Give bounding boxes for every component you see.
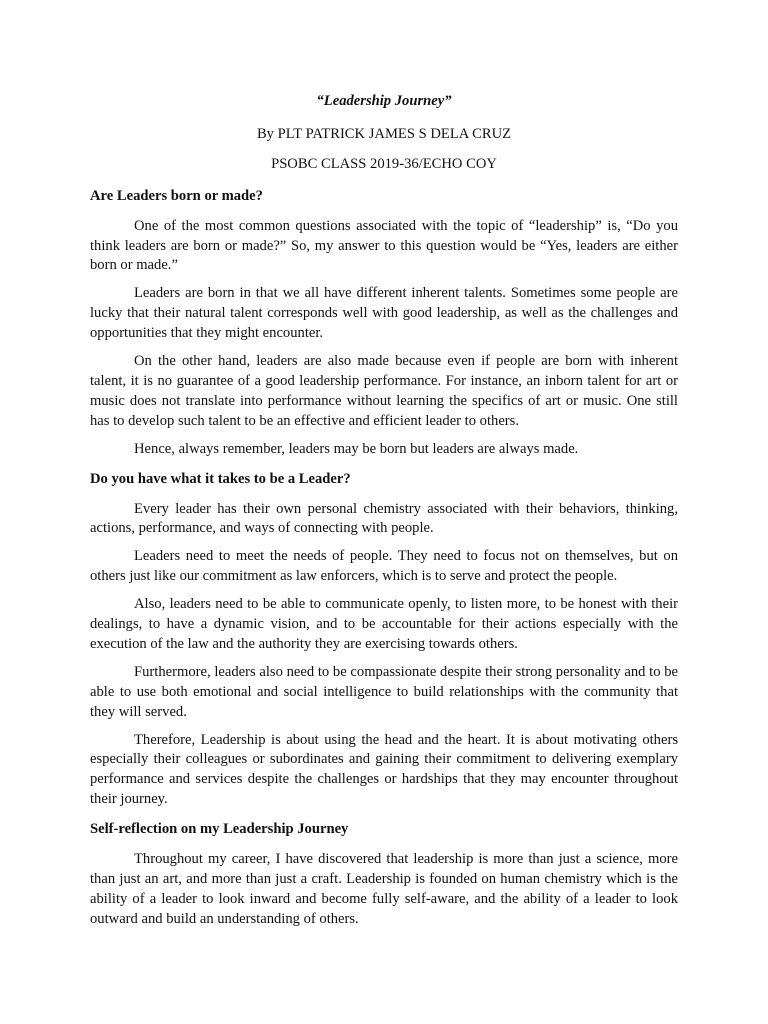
paragraph: Leaders need to meet the needs of people. They need to focus not on themselves, but on others just like our commitment as law enforcers, which is to serve and protect the people. [90,548,678,585]
paragraph: Furthermore, leaders also need to be compassionate despite their strong personality and to be able to use both emotional and social intelligence to build relationships with the community that they will served. [90,663,678,720]
paragraph: One of the most common questions associated with the topic of “leadership” is, “Do you think leaders are born or made?” So, my answer to this question would be “Yes, leaders are either born or made.” [90,217,678,274]
section-self-reflection [90,820,678,930]
document-byline: By PLT PATRICK JAMES S DELA CRUZ [256,125,512,142]
paragraph: Leaders are born in that we all have different inherent talents. Sometimes some people are lucky that their natural talent corresponds well with good leadership, as well as the challenges and opportunities that they might encounter. [90,285,678,342]
paragraph: Throughout my career, I have discovered that leadership is more than just a science, more than just an art, and more than just a craft. Leadership is founded on human chemistry which is the ability of a leader to look inward and become fully self-aware, and the ability of a leader to look outward and build an understanding of others. [90,851,678,927]
section-what-it-takes [90,470,678,811]
paragraph: Every leader has their own personal chemistry associated with their behaviors, thinking, actions, performance, and ways of connecting with people. [90,500,678,537]
paragraph: On the other hand, leaders are also made because even if people are born with inherent talent, it is no guarantee of a good leadership performance. For instance, an inborn talent for art or music does not translate into performance without learning the specifics of art or music. One still has to develop such talent to be an effective and efficient leader to others. [90,353,678,429]
paragraph: Also, leaders need to be able to communicate openly, to listen more, to be honest with their dealings, to have a dynamic vision, and to be accountable for their actions especially with the execution of the law and the authority they are exercising towards others. [90,596,678,652]
document-class-line: PSOBC CLASS 2019-36/ECHO COY [271,155,497,172]
paragraph: Therefore, Leadership is about using the head and the heart. It is about motivating others especially their colleagues or subordinates and gaining their commitment to delivering exemplary performance and services despite the challenges or hardships that they may encounter throughout their journey. [90,731,678,808]
paragraph: Hence, always remember, leaders may be born but leaders are always made. [134,440,579,457]
document-body [90,92,678,930]
document-title: “Leadership Journey” [316,93,452,109]
section-heading: Are Leaders born or made? [90,187,263,204]
section-born-or-made [90,187,678,460]
section-heading: Self-reflection on my Leadership Journey [90,821,349,838]
section-heading: Do you have what it takes to be a Leader? [90,470,351,487]
